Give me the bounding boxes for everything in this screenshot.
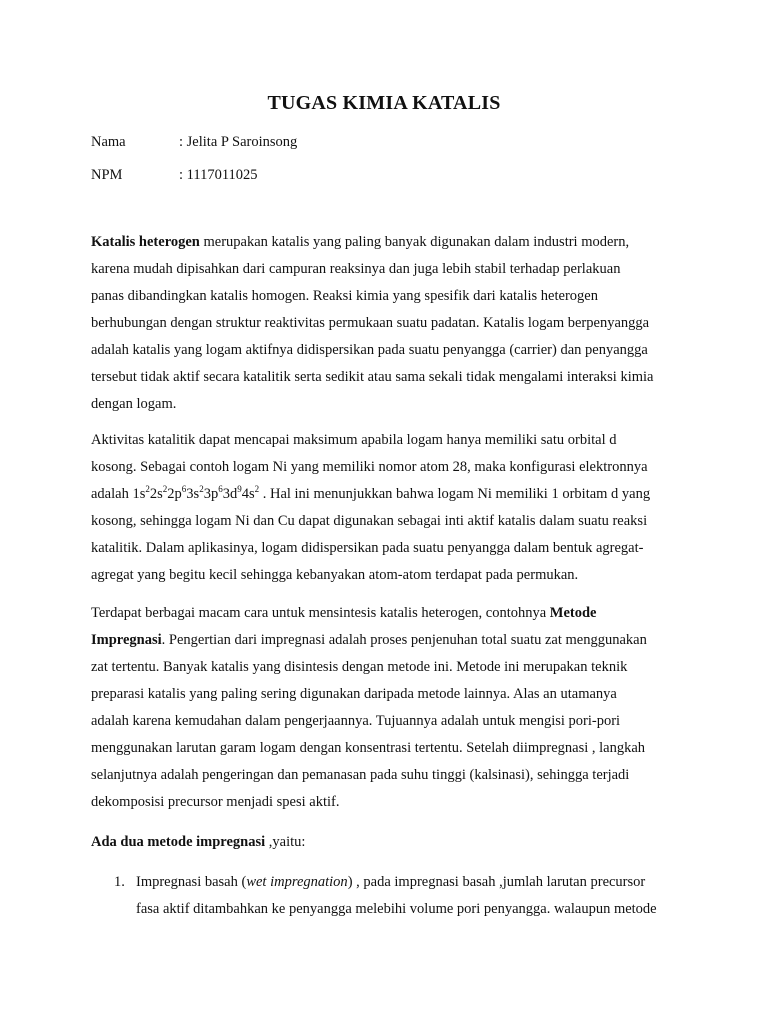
orbital: 2p xyxy=(167,486,182,502)
paragraph-line: dekomposisi precursor menjadi spesi aktif. xyxy=(91,794,340,810)
paragraph-line xyxy=(91,481,681,508)
italic-term: wet impregnation xyxy=(246,874,348,890)
bold-term: Metode xyxy=(549,605,597,621)
orbital: 4s xyxy=(241,486,255,502)
paragraph-line: zat tertentu. Banyak katalis yang disintesis dengan metode ini. Metode ini merupakan teknik xyxy=(91,659,628,675)
document-title: TUGAS KIMIA KATALIS xyxy=(267,92,501,114)
orbital: 3p xyxy=(203,486,219,502)
name-label: Nama xyxy=(91,134,126,150)
paragraph-4 xyxy=(91,829,681,856)
orbital-superscript: 6 xyxy=(218,484,223,494)
bold-term: Katalis heterogen xyxy=(91,234,200,250)
paragraph-line: kosong, sehingga logam Ni dan Cu dapat digunakan sebagai inti aktif katalis dalam suatu reaksi xyxy=(91,513,648,529)
orbital-superscript: 6 xyxy=(181,484,187,494)
text-run: ,yaitu: xyxy=(265,834,306,850)
electron-configuration xyxy=(132,486,259,502)
paragraph-line: kosong. Sebagai contoh logam Ni yang memiliki nomor atom 28, maka konfigurasi elektronnya xyxy=(91,459,648,475)
paragraph-line: adalah karena kemudahan dalam pengerjaannya. Tujuannya adalah untuk mengisi pori-pori xyxy=(91,713,621,729)
npm-label: NPM xyxy=(91,167,123,183)
paragraph-2 xyxy=(91,427,681,589)
paragraph-line: preparasi katalis yang paling sering digunakan daripada metode lainnya. Alas an utamanya xyxy=(91,686,617,702)
text-run: ) , pada impregnasi basah ,jumlah larutan precursor xyxy=(347,874,646,890)
npm-field xyxy=(91,167,258,184)
paragraph-line: Aktivitas katalitik dapat mencapai maksimum apabila logam hanya memiliki satu orbital d xyxy=(91,432,617,448)
paragraph-line: dengan logam. xyxy=(91,396,177,412)
paragraph-line: fasa aktif ditambahkan ke penyangga melebihi volume pori penyangga. walaupun metode xyxy=(136,901,657,917)
orbital: 1s xyxy=(132,486,146,502)
paragraph-line: selanjutnya adalah pengeringan dan pemanasan pada suhu tinggi (kalsinasi), sehingga terjadi xyxy=(91,767,630,783)
paragraph-line: agregat yang begitu kecil sehingga kebanyakan atom-atom terdapat pada permukan. xyxy=(91,567,579,583)
list-number: 1. xyxy=(114,874,125,890)
paragraph-line: adalah katalis yang logam aktifnya didispersikan pada suatu penyangga (carrier) dan penyangga xyxy=(91,342,648,358)
text-run: adalah xyxy=(91,486,133,502)
orbital-superscript: 2 xyxy=(145,484,150,494)
text-run: . Hal ini menunjukkan bahwa logam Ni memiliki 1 orbitam d yang xyxy=(259,486,651,502)
paragraph-line xyxy=(91,600,681,627)
paragraph-line xyxy=(91,229,681,256)
list-text xyxy=(136,869,681,923)
orbital: 2s xyxy=(149,486,163,502)
orbital-superscript: 2 xyxy=(162,484,168,494)
paragraph-line: tersebut tidak aktif secara katalitik serta sedikit atau sama sekali tidak mengalami interaksi kimia xyxy=(91,369,654,385)
paragraph-1 xyxy=(91,229,681,418)
paragraph-line: karena mudah dipisahkan dari campuran reaksinya dan juga lebih stabil terhadap perlakuan xyxy=(91,261,621,277)
paragraph-line xyxy=(91,829,681,856)
name-value: : Jelita P Saroinsong xyxy=(179,134,298,150)
orbital: 3d xyxy=(222,486,238,502)
npm-value: : 1117011025 xyxy=(179,167,258,183)
orbital-superscript: 9 xyxy=(237,484,242,494)
orbital-superscript: 2 xyxy=(254,484,260,494)
orbital: 3s xyxy=(186,486,200,502)
text-run: Impregnasi basah ( xyxy=(136,874,247,890)
paragraph-line: panas dibandingkan katalis homogen. Reaksi kimia yang spesifik dari katalis heterogen xyxy=(91,288,598,304)
name-field xyxy=(91,134,297,151)
list-item xyxy=(91,869,681,929)
text-run: Terdapat berbagai macam cara untuk mensintesis katalis heterogen, contohnya xyxy=(91,605,550,621)
text-run: . Pengertian dari impregnasi adalah proses penjenuhan total suatu zat menggunakan xyxy=(161,632,647,648)
bold-term: Impregnasi xyxy=(91,632,162,648)
paragraph-line: berhubungan dengan struktur reaktivitas permukaan suatu padatan. Katalis logam berpenyangga xyxy=(91,315,650,331)
paragraph-line: menggunakan larutan garam logam dengan konsentrasi tertentu. Setelah diimpregnasi , langkah xyxy=(91,740,646,756)
bold-term: Ada dua metode impregnasi xyxy=(91,834,266,850)
paragraph-line xyxy=(136,869,681,896)
paragraph-3 xyxy=(91,600,681,816)
text-run: merupakan katalis yang paling banyak digunakan dalam industri modern, xyxy=(199,234,630,250)
paragraph-line xyxy=(91,627,681,654)
paragraph-line: katalitik. Dalam aplikasinya, logam didispersikan pada suatu penyangga dalam bentuk agregat- xyxy=(91,540,644,556)
orbital-superscript: 2 xyxy=(199,484,204,494)
